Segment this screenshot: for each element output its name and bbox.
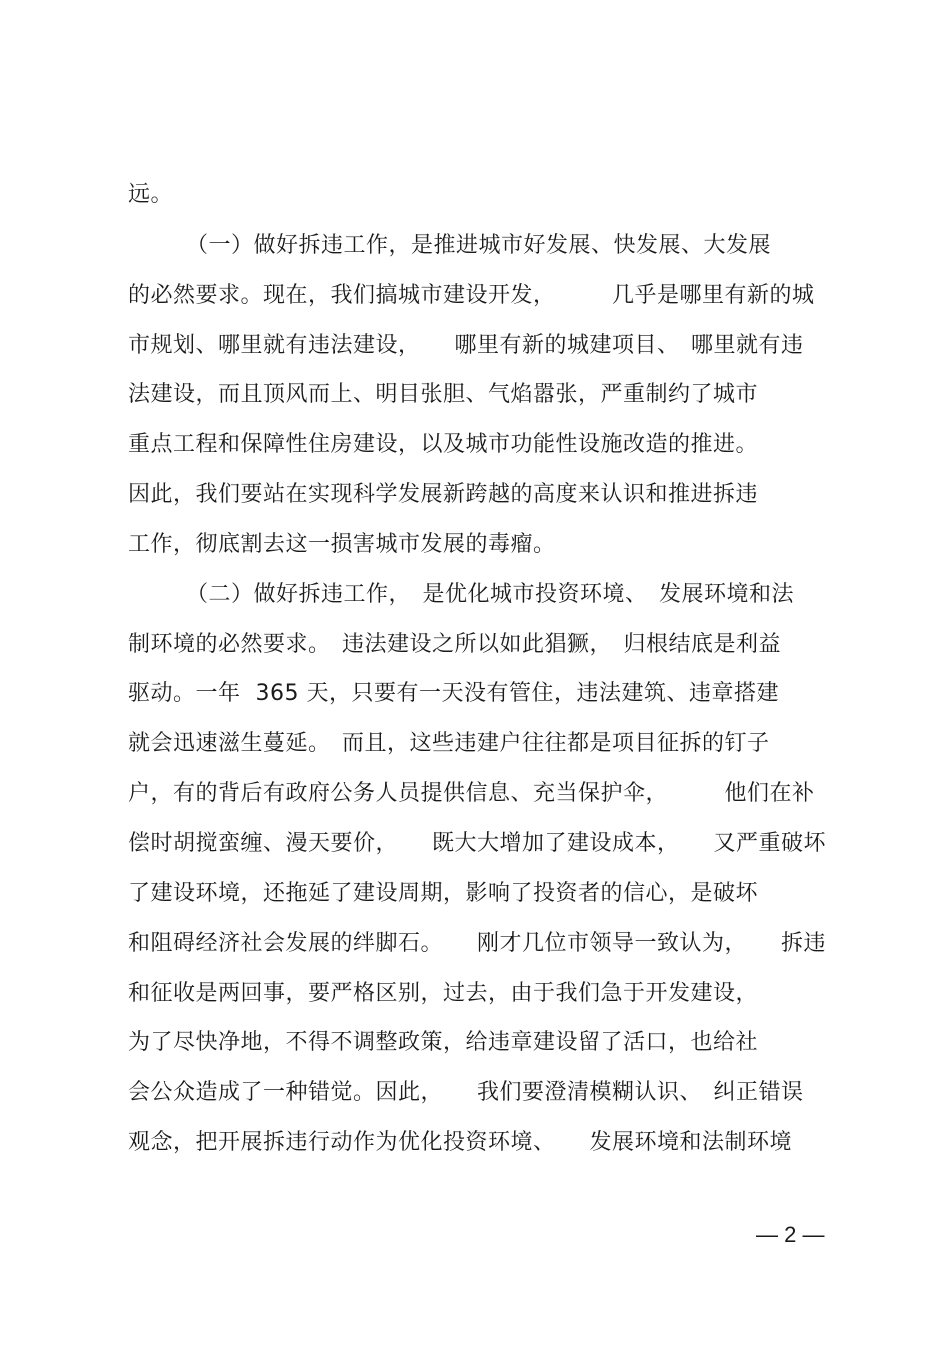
paragraph-heading-line: （一）做好拆违工作，是推进城市好发展、快发展、大发展 [186, 233, 772, 258]
page-number: — 2 — [756, 1222, 825, 1247]
text-line: 法建设，而且顶风而上、明目张胆、气焰嚣张，严重制约了城市 [128, 382, 759, 407]
text-line: 和阻碍经济社会发展的绊脚石。 刚才几位市领导一致认为， 拆违 [128, 931, 827, 956]
text-line: 因此，我们要站在实现科学发展新跨越的高度来认识和推进拆违 [128, 482, 759, 507]
text-line: 就会迅速滋生蔓延。 而且，这些违建户往往都是项目征拆的钉子 [128, 731, 770, 756]
text-line: 远。 [128, 182, 174, 207]
text-line: 了建设环境，还拖延了建设周期，影响了投资者的信心，是破坏 [128, 881, 759, 906]
text-line: 制环境的必然要求。 违法建设之所以如此猖獗， 归根结底是利益 [128, 632, 782, 657]
text-line: 工作，彻底割去这一损害城市发展的毒瘤。 [128, 532, 556, 557]
text-line: 市规划、哪里就有违法建设， 哪里有新的城建项目、 哪里就有违 [128, 333, 804, 358]
text-line: 和征收是两回事，要严格区别，过去，由于我们急于开发建设， [128, 981, 759, 1006]
text-line: 重点工程和保障性住房建设，以及城市功能性设施改造的推进。 [128, 432, 759, 457]
text-line: 观念，把开展拆违行动作为优化投资环境、 发展环境和法制环境 [128, 1130, 793, 1155]
text-line: 会公众造成了一种错觉。因此， 我们要澄清模糊认识、 纠正错误 [128, 1080, 804, 1105]
text-line: 偿时胡搅蛮缠、漫天要价， 既大大增加了建设成本， 又严重破坏 [128, 831, 827, 856]
paragraph-heading-line: （二）做好拆违工作， 是优化城市投资环境、 发展环境和法 [186, 582, 795, 607]
text-line: 为了尽快净地，不得不调整政策，给违章建设留了活口，也给社 [128, 1030, 759, 1055]
text-line: 驱动。一年 365 天，只要有一天没有管住，违法建筑、违章搭建 [128, 681, 779, 706]
text-line: 户，有的背后有政府公务人员提供信息、充当保护伞， 他们在补 [128, 781, 815, 806]
text-line: 的必然要求。现在，我们搞城市建设开发， 几乎是哪里有新的城 [128, 283, 815, 308]
